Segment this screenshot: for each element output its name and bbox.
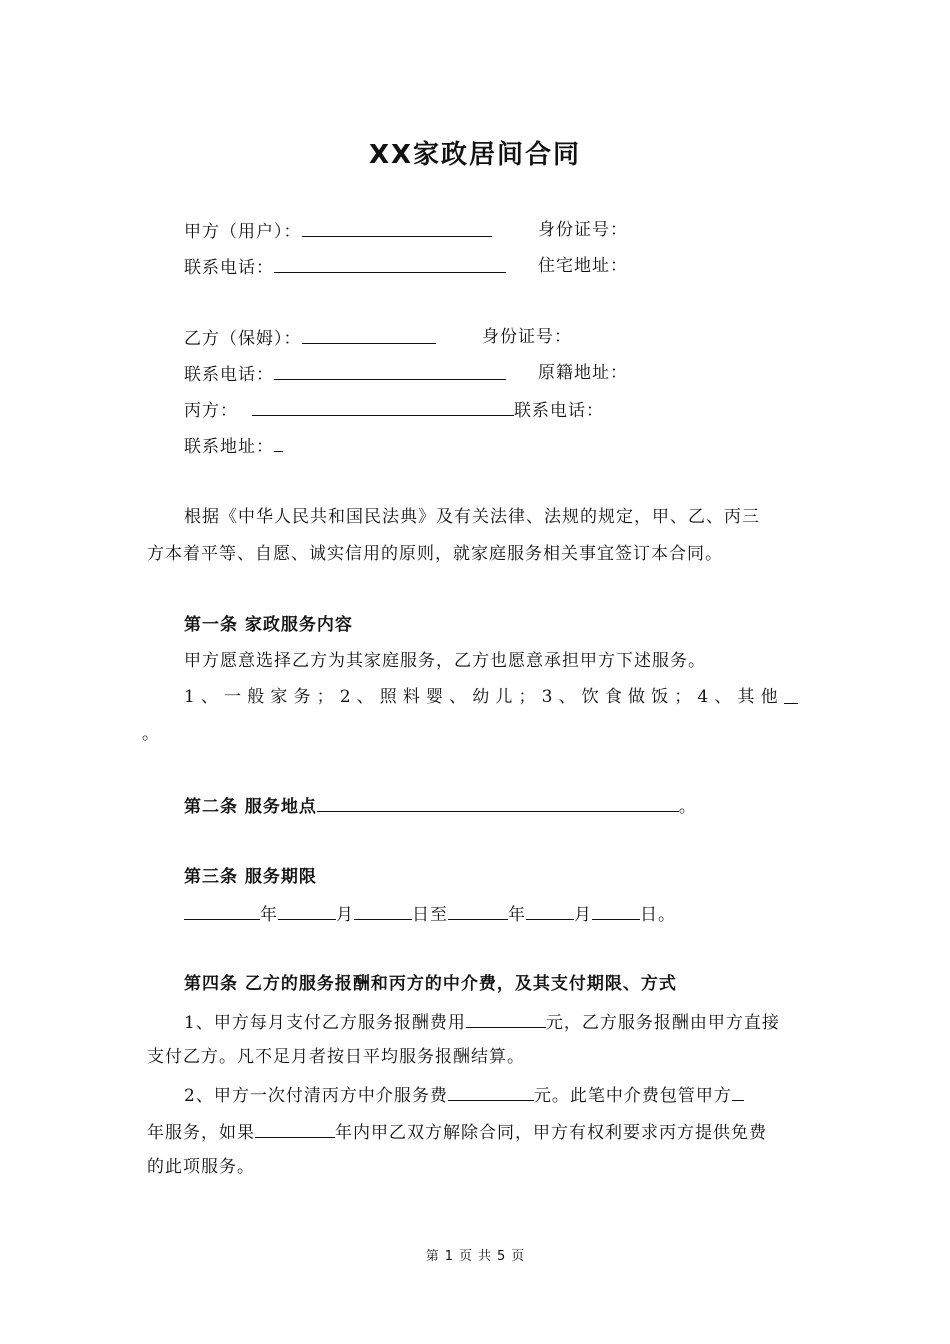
article-1-item-char: 饮	[581, 687, 599, 707]
service-years-blank[interactable]	[732, 1082, 744, 1101]
article-1-item-char: 家	[270, 687, 288, 707]
footer-page-number: 1	[444, 1249, 453, 1264]
article-4-p2-d: 年内甲乙双方解除合同，甲方有权利要求丙方提供免费	[335, 1123, 767, 1143]
start-month-label: 月	[336, 905, 354, 925]
article-1-item-char: 饭	[651, 687, 669, 707]
preamble-line-2: 方本着平等、自愿、诚实信用的原则，就家庭服务相关事宜签订本合同。	[147, 544, 723, 564]
start-month-blank[interactable]	[278, 901, 336, 920]
termination-years-blank[interactable]	[255, 1119, 335, 1138]
article-1-item-char: 3	[541, 687, 553, 707]
article-1-item-char: 务	[293, 687, 311, 707]
party-a-phone-blank[interactable]	[274, 254, 506, 273]
article-2-row	[184, 793, 697, 819]
service-location-blank[interactable]	[317, 793, 679, 812]
end-day-label: 日。	[640, 905, 676, 925]
preamble-line-1: 根据《中华人民共和国民法典》及有关法律、法规的规定，甲、乙、丙三	[184, 507, 760, 527]
end-month-label: 月	[574, 905, 592, 925]
party-a-phone-row	[184, 254, 506, 280]
start-day-to-label: 日至	[412, 905, 448, 925]
party-c-address-label: 联系地址：	[184, 437, 274, 457]
document-title: XX家政居间合同	[368, 140, 582, 170]
party-a-name-label: 甲方（用户）：	[184, 222, 302, 242]
start-day-blank[interactable]	[354, 901, 412, 920]
article-1-line-1: 甲方愿意选择乙方为其家庭服务，乙方也愿意承担甲方下述服务。	[184, 651, 706, 671]
article-1-item-char: ；	[518, 687, 536, 707]
start-year-label: 年	[260, 905, 278, 925]
article-1-item-char: 食	[604, 687, 622, 707]
party-b-phone-blank[interactable]	[274, 361, 506, 380]
footer-page-word: 页	[458, 1249, 472, 1264]
article-4-p2-line-1	[184, 1082, 744, 1108]
end-month-blank[interactable]	[526, 901, 574, 920]
article-1-heading: 第一条 家政服务内容	[184, 615, 353, 635]
footer-total-word: 共	[478, 1249, 492, 1264]
article-4-p2-line-3: 的此项服务。	[147, 1157, 255, 1177]
article-1-item-char: 、	[200, 687, 218, 707]
article-1-item-char: 4	[697, 687, 709, 707]
article-4-p1-line-2: 支付乙方。凡不足月者按日平均服务报酬结算。	[147, 1047, 525, 1067]
party-a-address-row	[538, 254, 628, 278]
footer-total-pages: 5	[497, 1249, 506, 1264]
article-1-item-char: 一	[224, 687, 242, 707]
monthly-fee-blank[interactable]	[466, 1009, 546, 1028]
article-4-heading: 第四条 乙方的服务报酬和丙方的中介费，及其支付期限、方式	[184, 974, 677, 994]
end-day-blank[interactable]	[592, 901, 640, 920]
party-a-id-row	[538, 218, 628, 242]
party-c-address-row	[184, 433, 283, 459]
article-2-end: 。	[678, 797, 697, 817]
article-2-heading: 第二条 服务地点	[184, 797, 317, 817]
party-a-address-label: 住宅地址：	[538, 256, 628, 276]
party-b-name-blank[interactable]	[302, 325, 436, 344]
party-b-id-row	[482, 325, 572, 349]
party-b-phone-row	[184, 361, 506, 387]
party-b-address-label: 原籍地址：	[538, 363, 628, 383]
article-1-item-char: 般	[247, 687, 265, 707]
article-1-item-char: 料	[402, 687, 420, 707]
party-c-name-blank[interactable]	[252, 397, 514, 416]
start-year-blank[interactable]	[184, 901, 260, 920]
article-1-item-char: 其	[737, 687, 755, 707]
footer-suffix: 页	[511, 1249, 525, 1264]
article-1-item-char: 做	[627, 687, 645, 707]
article-1-item-char: 儿	[495, 687, 513, 707]
article-1-item-char: 、	[449, 687, 467, 707]
article-1-item-char: 婴	[426, 687, 444, 707]
party-a-id-label: 身份证号：	[538, 220, 628, 240]
article-1-item-char: ；	[316, 687, 334, 707]
article-1-item-char: 、	[558, 687, 576, 707]
party-c-name-label: 丙方：	[184, 401, 238, 421]
article-3-heading: 第三条 服务期限	[184, 867, 317, 887]
party-b-phone-label: 联系电话：	[184, 365, 274, 385]
article-1-items-row	[184, 685, 798, 709]
party-b-id-label: 身份证号：	[482, 327, 572, 347]
article-4-p2-b: 元。此笔中介费包管甲方	[533, 1086, 732, 1106]
article-1-item-char: 1	[184, 687, 195, 707]
party-c-phone-label: 联系电话：	[514, 401, 604, 421]
party-c-address-blank[interactable]	[274, 433, 283, 452]
article-1-item-char: 幼	[472, 687, 490, 707]
party-a-name-blank[interactable]	[302, 218, 492, 237]
page-footer	[0, 1245, 950, 1264]
article-1-end: 。	[142, 724, 160, 744]
end-year-blank[interactable]	[448, 901, 508, 920]
end-year-label: 年	[508, 905, 526, 925]
article-1-item-char: 他	[760, 687, 778, 707]
agency-fee-blank[interactable]	[448, 1082, 534, 1101]
party-a-name-row	[184, 218, 492, 244]
article-4-p2-a: 2、甲方一次付清丙方中介服务费	[184, 1086, 448, 1106]
service-period-row	[184, 901, 676, 927]
party-a-phone-label: 联系电话：	[184, 258, 274, 278]
party-b-address-row	[538, 361, 628, 385]
footer-prefix: 第	[425, 1249, 439, 1264]
article-4-p2-c: 年服务，如果	[147, 1123, 255, 1143]
article-1-item-char: ；	[674, 687, 692, 707]
article-4-p1-b: 元，乙方服务报酬由甲方直接	[545, 1013, 780, 1033]
party-b-name-label: 乙方（保姆）：	[184, 329, 302, 349]
article-1-item-char: 、	[714, 687, 732, 707]
article-1-item-char: 照	[379, 687, 397, 707]
article-4-p2-line-2	[147, 1119, 767, 1145]
article-1-other-blank[interactable]	[784, 685, 798, 704]
party-c-name-row	[184, 397, 604, 423]
party-b-name-row	[184, 325, 436, 351]
article-1-item-char: 2	[339, 687, 351, 707]
article-4-p1-line-1	[184, 1009, 780, 1035]
article-1-item-char: 、	[356, 687, 374, 707]
article-4-p1-a: 1、甲方每月支付乙方服务报酬费用	[184, 1013, 466, 1033]
